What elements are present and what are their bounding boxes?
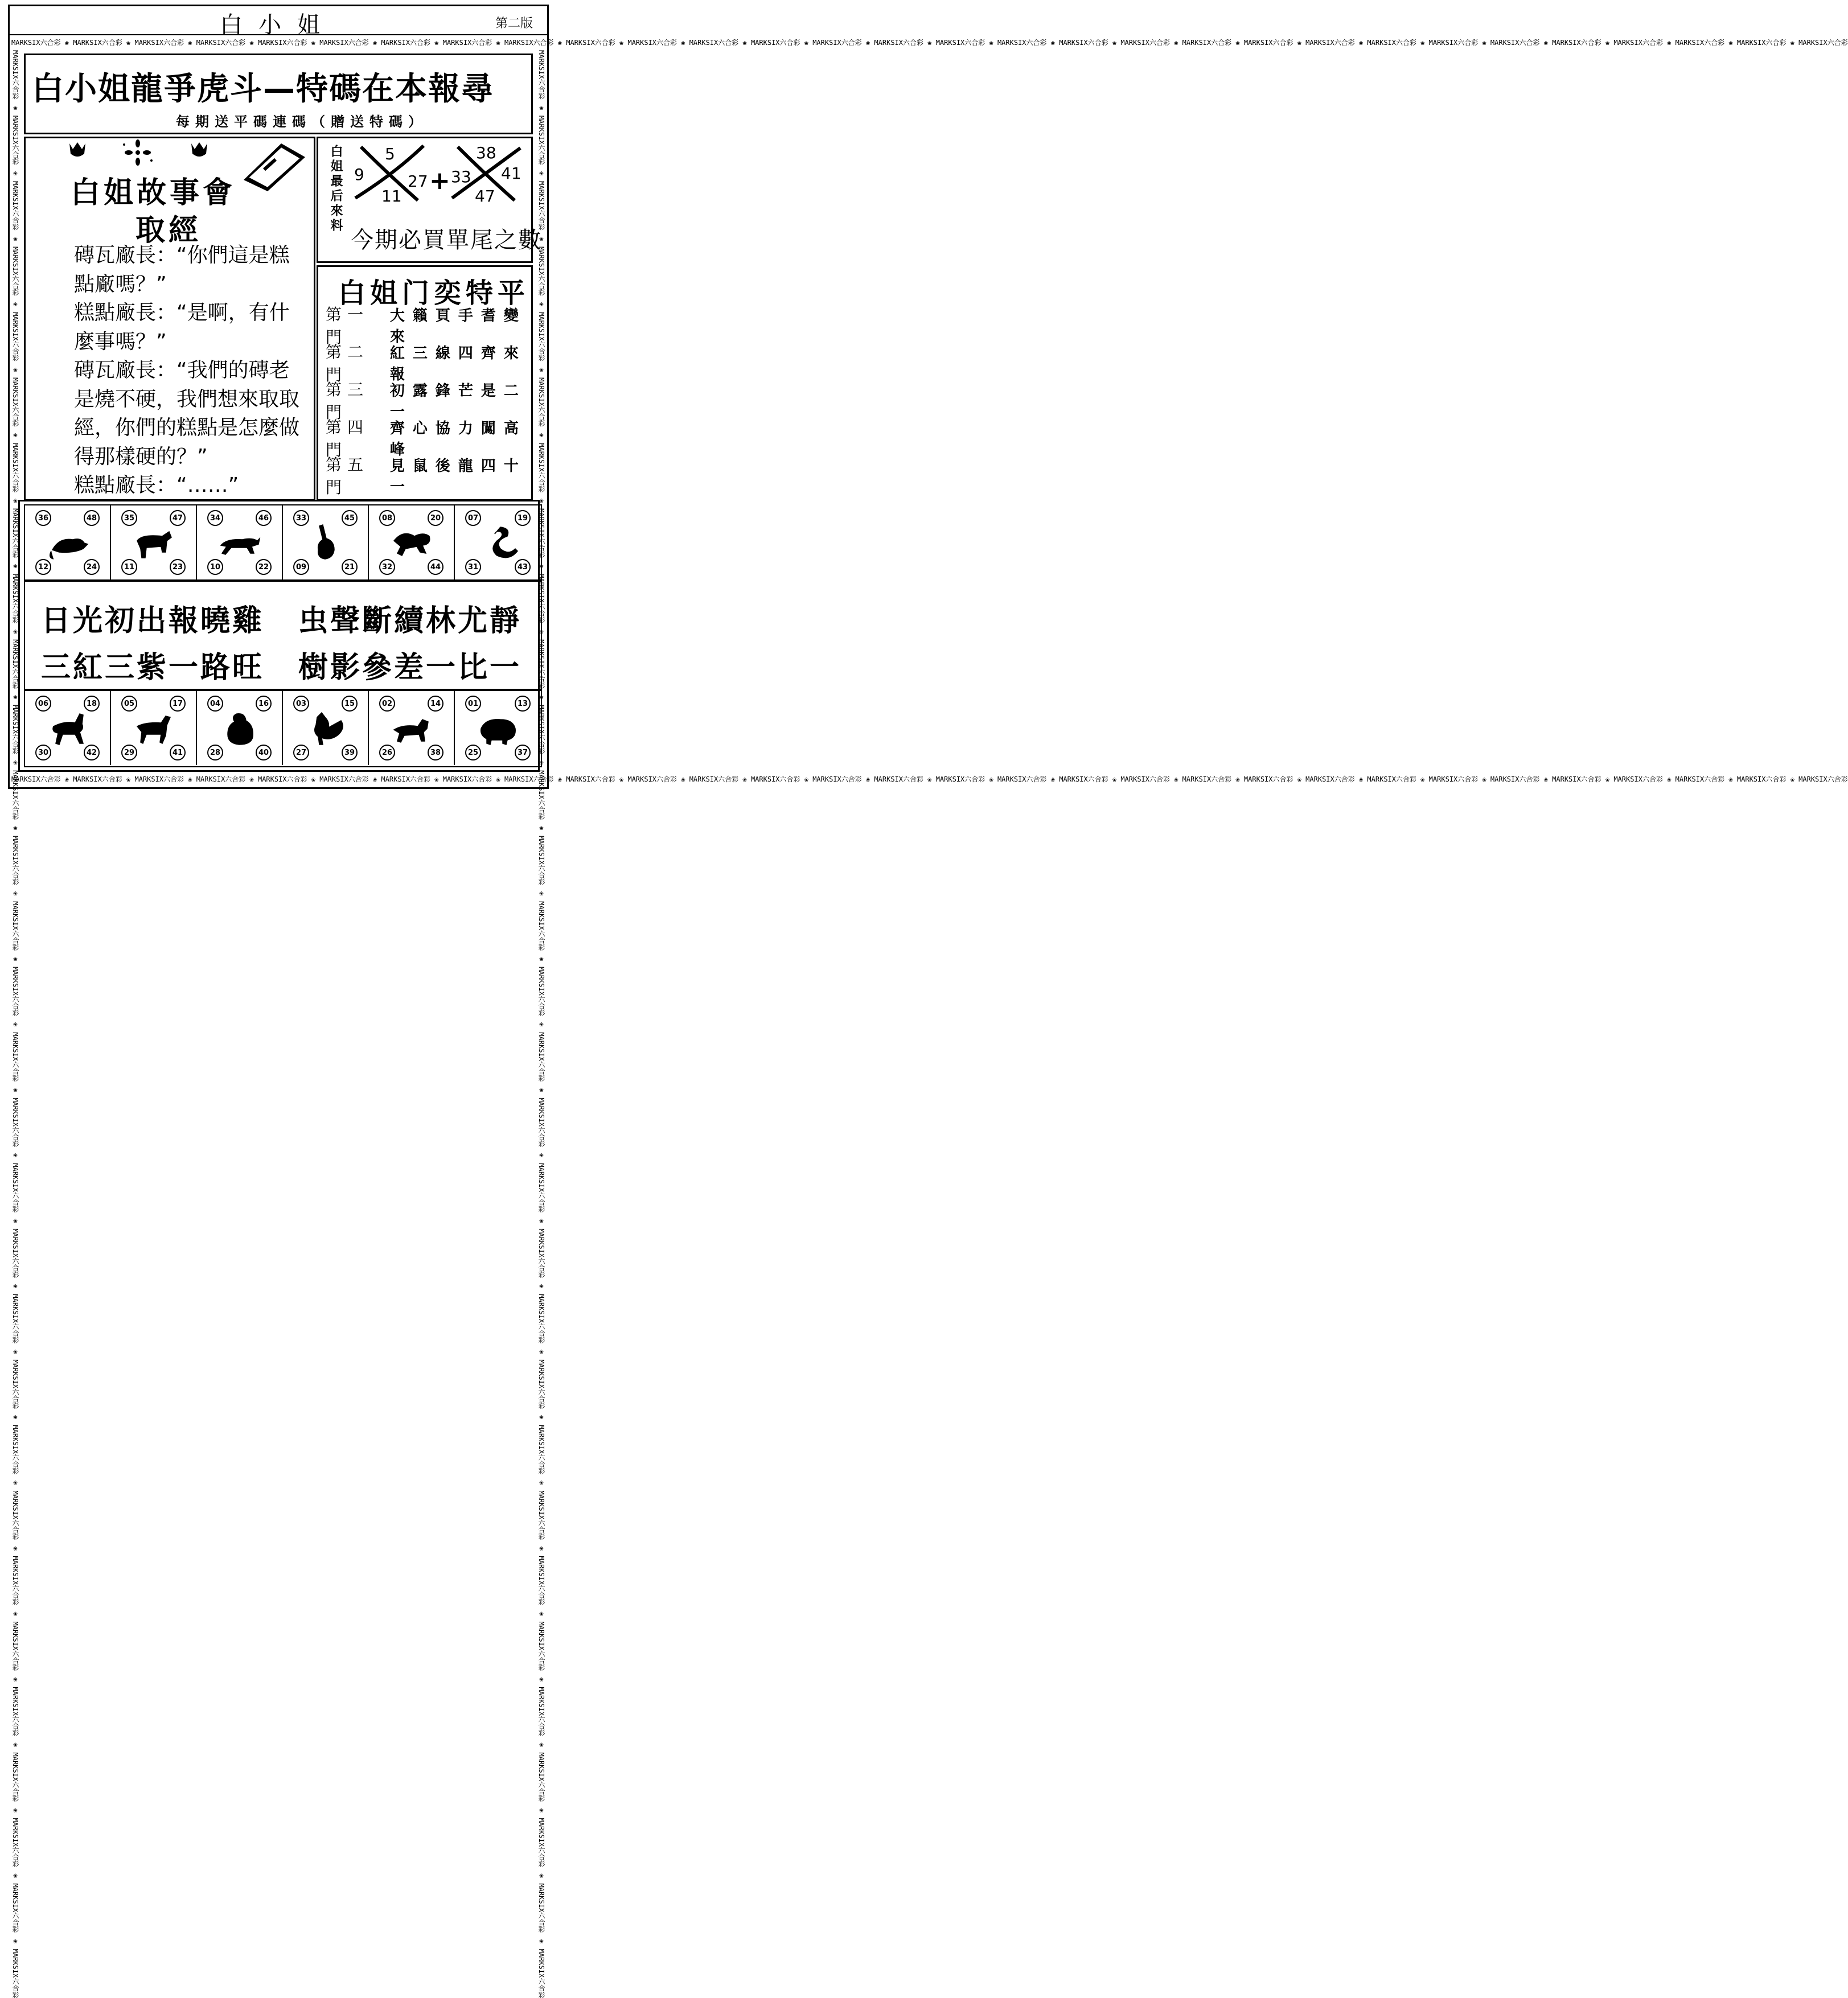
horse-icon (48, 708, 89, 748)
door-row (326, 380, 528, 422)
crossed-number: 33 (451, 167, 471, 186)
zodiac-number: 19 (515, 510, 531, 526)
zodiac-number: 04 (207, 696, 223, 712)
door-row (326, 455, 528, 497)
door-row (326, 343, 528, 384)
door-chars: 齊心協力闖高峰 (389, 420, 527, 458)
zodiac-number: 33 (293, 510, 309, 526)
rooster-icon (306, 708, 347, 748)
snake-icon (478, 523, 519, 562)
crossed-number: 47 (475, 187, 495, 205)
zodiac-number: 17 (170, 696, 186, 712)
zodiac-number: 03 (293, 696, 309, 712)
door-label: 第二門 (326, 343, 369, 384)
zodiac-row-top (24, 504, 542, 581)
zodiac-number: 29 (121, 745, 137, 760)
zodiac-cell-rooster (283, 691, 369, 765)
door-chars: 初露鋒芒是二一 (389, 383, 527, 421)
zodiac-number: 42 (84, 745, 100, 760)
poem-line1a: 日光初出報曉雞 (41, 604, 265, 638)
zodiac-number: 31 (465, 559, 481, 575)
flower-icon (121, 140, 155, 165)
zodiac-number: 39 (342, 745, 358, 760)
door-row (326, 305, 528, 347)
marksix-banner-bottom: MARKSIX六合彩 ❀ MARKSIX六合彩 ❀ MARKSIX六合彩 ❀ MARKSIX六合彩 ❀ MARKSIX六合彩 ❀ MARKSIX六合彩 ❀ MARKSIX六合彩 ❀ MARKSIX六合彩 ❀ MARKSIX六合彩 ❀ MARKSIX六合彩 ❀ MARKSIX六合彩 ❀ MARKSIX六合彩 ❀ MARKSIX六合彩 ❀ MARKSIX六合彩 ❀ MARKSIX六合彩 ❀ MARKSIX六合彩 ❀ MARKSIX六合彩 ❀ MARKSIX六合彩 ❀ MARKSIX六合彩 ❀ MARKSIX六合彩 ❀ MARKSIX六合彩 ❀ MARKSIX六合彩 ❀ MARKSIX六合彩 ❀ MARKSIX六合彩 ❀ MARKSIX六合彩 ❀ MARKSIX六合彩 ❀ MARKSIX六合彩 ❀ MARKSIX六合彩 ❀ MARKSIX六合彩 ❀ MARKSIX六合彩 (11, 775, 1848, 783)
story-paragraph: 糕點廠長：“是啊，有什麼事嗎？” (74, 301, 290, 353)
zodiac-number: 05 (121, 696, 137, 712)
zodiac-cell-tiger (197, 505, 283, 579)
zodiac-number: 21 (342, 559, 358, 575)
doors-title: 白姐门奕特平 (338, 277, 530, 309)
door-label: 第三門 (326, 380, 369, 422)
zodiac-number: 34 (207, 510, 223, 526)
rat-icon (48, 523, 89, 562)
zodiac-number: 15 (342, 696, 358, 712)
zodiac-number: 25 (465, 745, 481, 760)
crossed-number: 11 (381, 187, 402, 205)
story-body (34, 241, 302, 500)
marksix-banner-right: MARKSIX六合彩 ❀ MARKSIX六合彩 ❀ MARKSIX六合彩 ❀ MARKSIX六合彩 ❀ MARKSIX六合彩 ❀ MARKSIX六合彩 ❀ MARKSIX六合彩 ❀ MARKSIX六合彩 ❀ MARKSIX六合彩 ❀ MARKSIX六合彩 ❀ MARKSIX六合彩 ❀ MARKSIX六合彩 ❀ MARKSIX六合彩 ❀ MARKSIX六合彩 ❀ MARKSIX六合彩 ❀ MARKSIX六合彩 ❀ MARKSIX六合彩 ❀ MARKSIX六合彩 ❀ MARKSIX六合彩 ❀ MARKSIX六合彩 ❀ MARKSIX六合彩 ❀ MARKSIX六合彩 ❀ MARKSIX六合彩 ❀ MARKSIX六合彩 ❀ MARKSIX六合彩 ❀ MARKSIX六合彩 ❀ MARKSIX六合彩 ❀ MARKSIX六合彩 ❀ MARKSIX六合彩 ❀ MARKSIX六合彩 (537, 50, 545, 1998)
zodiac-number: 30 (35, 745, 51, 760)
zodiac-number: 46 (256, 510, 272, 526)
book-icon (241, 140, 307, 192)
header-divider (8, 34, 549, 35)
zodiac-number: 28 (207, 745, 223, 760)
plus-sign: + (429, 166, 450, 195)
zodiac-number: 41 (170, 745, 186, 760)
doors-list (326, 305, 528, 497)
rabbit-icon (306, 523, 347, 562)
zodiac-number: 02 (379, 696, 395, 712)
zodiac-number: 24 (84, 559, 100, 575)
monkey-icon (220, 708, 261, 748)
zodiac-cell-monkey (197, 691, 283, 765)
zodiac-cell-pig (455, 691, 541, 765)
zodiac-number: 12 (35, 559, 51, 575)
zodiac-cell-rat (25, 505, 111, 579)
crossed-number: 9 (354, 165, 364, 184)
story-subtitle: 取經 (135, 213, 202, 248)
zodiac-number: 26 (379, 745, 395, 760)
tulip-icon (67, 142, 88, 159)
zodiac-number: 23 (170, 559, 186, 575)
tiger-icon (220, 523, 261, 562)
zodiac-number: 07 (465, 510, 481, 526)
zodiac-number: 32 (379, 559, 395, 575)
crossed-number: 27 (408, 172, 428, 191)
zodiac-number: 36 (35, 510, 51, 526)
door-chars: 見鼠後龍四十一 (389, 458, 527, 496)
zodiac-number: 09 (293, 559, 309, 575)
zodiac-number: 14 (428, 696, 443, 712)
zodiac-number: 44 (428, 559, 443, 575)
zodiac-number: 22 (256, 559, 272, 575)
poem-line2a: 三紅三紫一路旺 (41, 651, 265, 685)
zodiac-number: 27 (293, 745, 309, 760)
zodiac-cell-dragon (369, 505, 455, 579)
story-paragraph: 磚瓦廠長：“你們這是糕點廠嗎？” (74, 244, 290, 296)
zodiac-number: 35 (121, 510, 137, 526)
zodiac-number: 10 (207, 559, 223, 575)
story-title: 白姐故事會 (71, 176, 236, 210)
zodiac-number: 06 (35, 696, 51, 712)
headline: 白小姐龍爭虎斗—特碼在本報尋 (32, 71, 494, 108)
slogan: 今期必買單尾之數 (351, 227, 542, 253)
zodiac-number: 20 (428, 510, 443, 526)
last-info-label: 白姐最后來料 (328, 145, 343, 233)
door-chars: 紅三線四齊來報 (389, 345, 527, 383)
goat-icon (134, 708, 175, 748)
pig-icon (478, 708, 519, 748)
poem-line2b: 樹影參差一比一 (298, 651, 522, 685)
ox-icon (134, 523, 175, 562)
dragon-icon (392, 523, 433, 562)
zodiac-cell-snake (455, 505, 541, 579)
zodiac-cell-horse (25, 691, 111, 765)
zodiac-number: 45 (342, 510, 358, 526)
zodiac-number: 37 (515, 745, 531, 760)
marksix-banner-top: MARKSIX六合彩 ❀ MARKSIX六合彩 ❀ MARKSIX六合彩 ❀ MARKSIX六合彩 ❀ MARKSIX六合彩 ❀ MARKSIX六合彩 ❀ MARKSIX六合彩 ❀ MARKSIX六合彩 ❀ MARKSIX六合彩 ❀ MARKSIX六合彩 ❀ MARKSIX六合彩 ❀ MARKSIX六合彩 ❀ MARKSIX六合彩 ❀ MARKSIX六合彩 ❀ MARKSIX六合彩 ❀ MARKSIX六合彩 ❀ MARKSIX六合彩 ❀ MARKSIX六合彩 ❀ MARKSIX六合彩 ❀ MARKSIX六合彩 ❀ MARKSIX六合彩 ❀ MARKSIX六合彩 ❀ MARKSIX六合彩 ❀ MARKSIX六合彩 ❀ MARKSIX六合彩 ❀ MARKSIX六合彩 ❀ MARKSIX六合彩 ❀ MARKSIX六合彩 ❀ MARKSIX六合彩 ❀ MARKSIX六合彩 (11, 39, 1848, 47)
subline: 每期送平碼連碼（贈送特碼） (176, 114, 428, 130)
issue-label: 第二版 (495, 17, 533, 31)
zodiac-number: 16 (256, 696, 272, 712)
zodiac-number: 13 (515, 696, 531, 712)
zodiac-cell-ox (111, 505, 197, 579)
story-paragraph: 磚瓦廠長：“我們的磚老是燒不硬，我們想來取取經，你們的糕點是怎麼做得那樣硬的？” (74, 359, 300, 468)
zodiac-cell-dog (369, 691, 455, 765)
door-label: 第四門 (326, 418, 369, 459)
zodiac-row-bottom (24, 690, 542, 767)
zodiac-number: 47 (170, 510, 186, 526)
zodiac-number: 08 (379, 510, 395, 526)
zodiac-number: 43 (515, 559, 531, 575)
zodiac-number: 48 (84, 510, 100, 526)
zodiac-number: 18 (84, 696, 100, 712)
page-title: 白小姐 (220, 12, 336, 38)
door-label: 第一門 (326, 305, 369, 347)
marksix-banner-left: MARKSIX六合彩 ❀ MARKSIX六合彩 ❀ MARKSIX六合彩 ❀ MARKSIX六合彩 ❀ MARKSIX六合彩 ❀ MARKSIX六合彩 ❀ MARKSIX六合彩 ❀ MARKSIX六合彩 ❀ MARKSIX六合彩 ❀ MARKSIX六合彩 ❀ MARKSIX六合彩 ❀ MARKSIX六合彩 ❀ MARKSIX六合彩 ❀ MARKSIX六合彩 ❀ MARKSIX六合彩 ❀ MARKSIX六合彩 ❀ MARKSIX六合彩 ❀ MARKSIX六合彩 ❀ MARKSIX六合彩 ❀ MARKSIX六合彩 ❀ MARKSIX六合彩 ❀ MARKSIX六合彩 ❀ MARKSIX六合彩 ❀ MARKSIX六合彩 ❀ MARKSIX六合彩 ❀ MARKSIX六合彩 ❀ MARKSIX六合彩 ❀ MARKSIX六合彩 ❀ MARKSIX六合彩 ❀ MARKSIX六合彩 (11, 50, 19, 1998)
zodiac-number: 11 (121, 559, 137, 575)
crossed-numbers (344, 141, 528, 207)
door-row (326, 419, 528, 457)
dog-icon (392, 708, 433, 748)
story-paragraph: 糕點廠長：“……” (74, 474, 239, 497)
crossed-number: 41 (501, 164, 521, 183)
tulip-icon (189, 142, 210, 159)
zodiac-cell-rabbit (283, 505, 369, 579)
door-label: 第五門 (326, 455, 369, 497)
zodiac-number: 01 (465, 696, 481, 712)
zodiac-number: 38 (428, 745, 443, 760)
poem-line1b: 虫聲斷續林尤靜 (298, 604, 522, 638)
zodiac-number: 40 (256, 745, 272, 760)
zodiac-cell-goat (111, 691, 197, 765)
door-chars: 大籟頁手耆變來 (389, 307, 527, 346)
crossed-number: 38 (476, 143, 496, 162)
crossed-number: 5 (385, 145, 395, 163)
